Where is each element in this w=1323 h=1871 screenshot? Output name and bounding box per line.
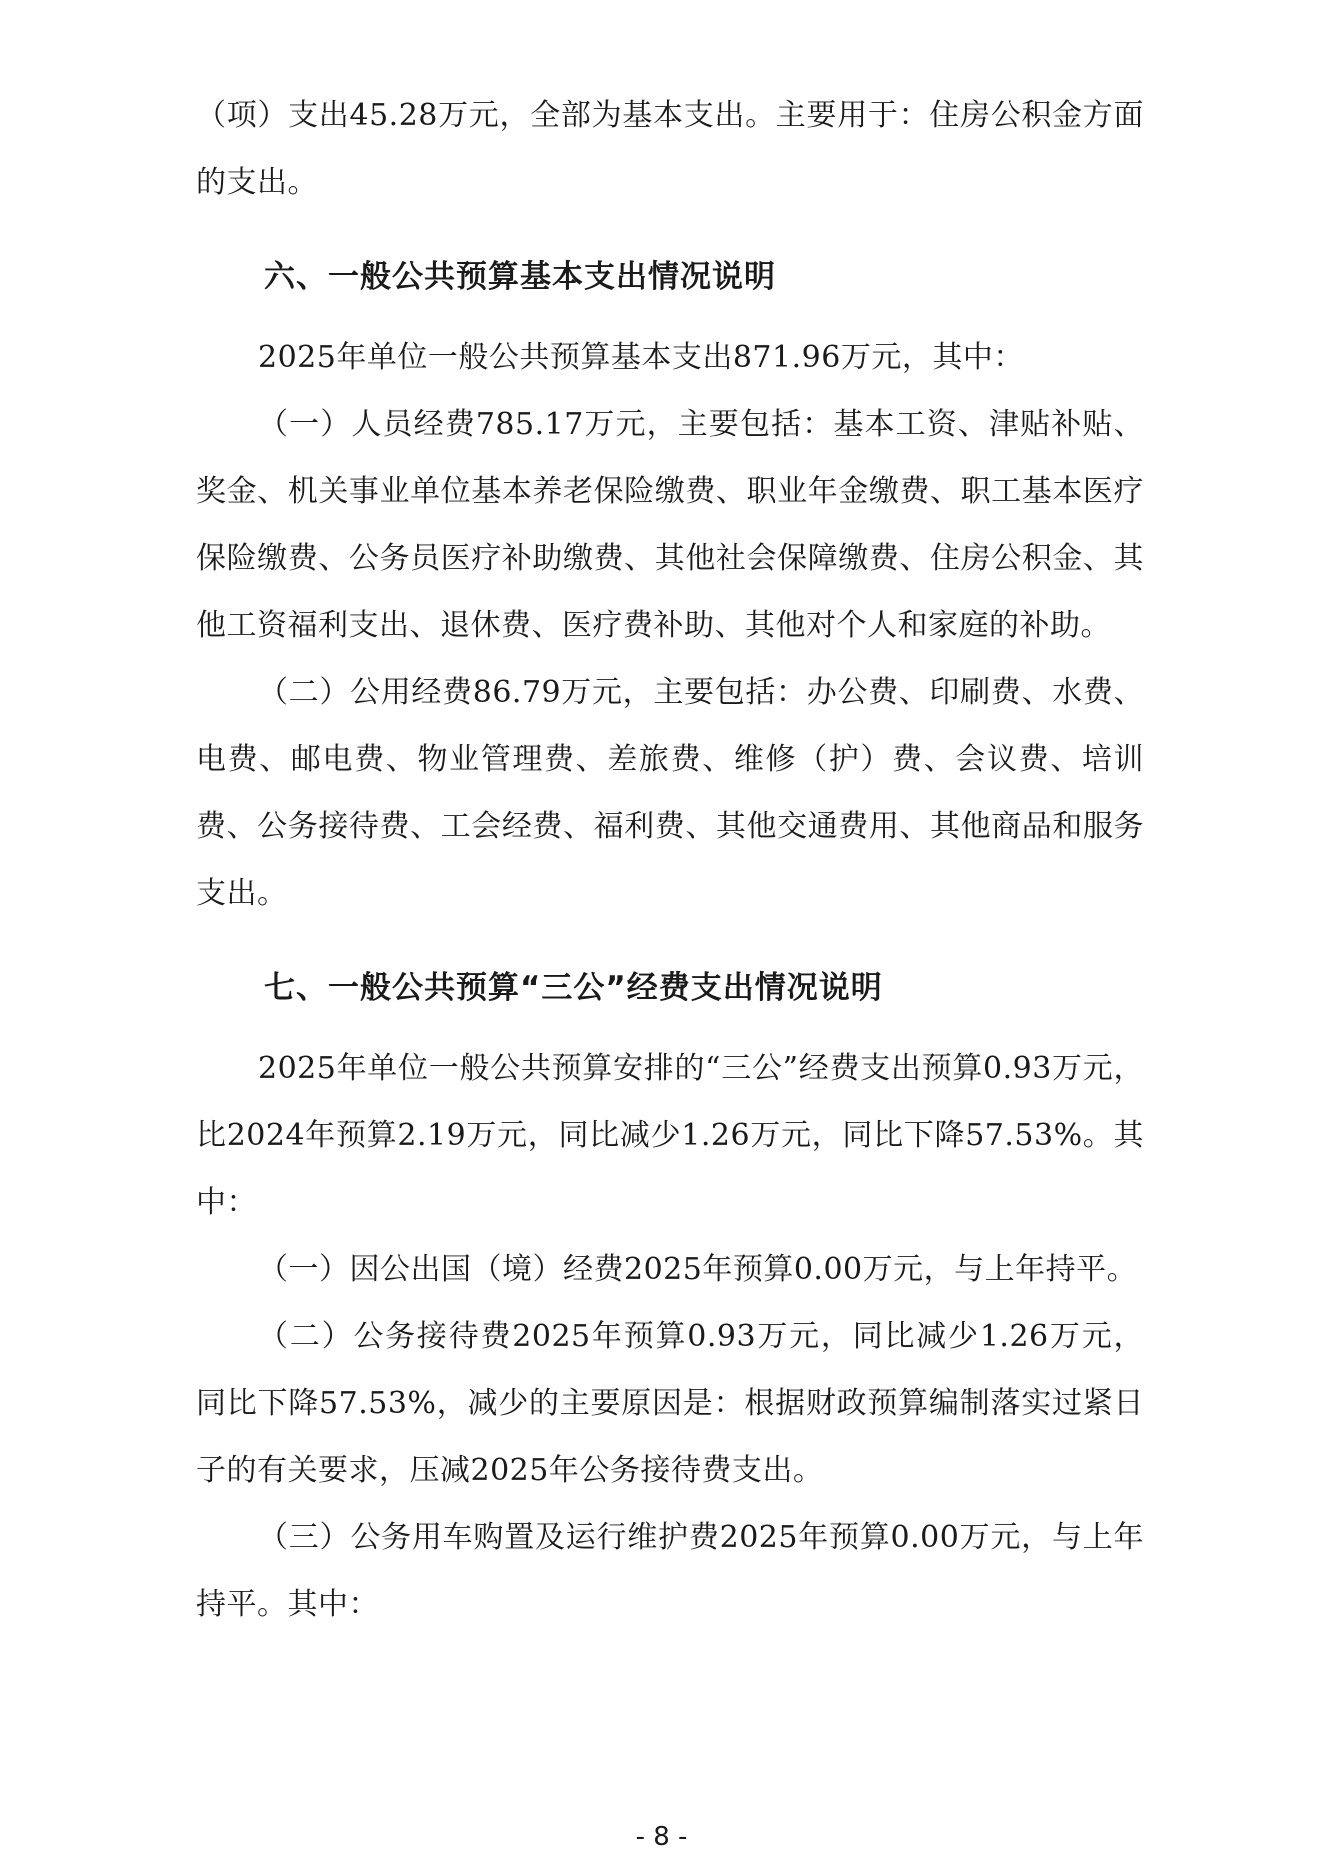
section-heading-6: 六、一般公共预算基本支出情况说明 — [264, 259, 776, 295]
paragraph-official-reception: （二）公务接待费2025年预算0.93万元，同比减少1.26万元，同比下降57.53%，减少的主要原因是：根据财政预算编制落实过紧日子的有关要求，压减2025年公务接待费支出。 — [196, 1319, 1144, 1488]
paragraph-three-public-summary: 2025年单位一般公共预算安排的“三公”经费支出预算0.93万元，比2024年预算2.19万元，同比减少1.26万元，同比下降57.53%。其中： — [196, 1051, 1144, 1220]
paragraph-personnel-expenses: （一）人员经费785.17万元，主要包括：基本工资、津贴补贴、奖金、机关事业单位基本养老保险缴费、职业年金缴费、职工基本医疗保险缴费、公务员医疗补助缴费、其他社会保障缴费、住房公积金、其他工资福利支出、退休费、医疗费补助、其他对个人和家庭的补助。 — [196, 407, 1144, 643]
paragraph-public-expenses: （二）公用经费86.79万元，主要包括：办公费、印刷费、水费、电费、邮电费、物业管理费、差旅费、维修（护）费、会议费、培训费、公务接待费、工会经费、福利费、其他交通费用、其他商品和服务支出。 — [196, 675, 1144, 911]
paragraph-basic-expenditure: 2025年单位一般公共预算基本支出871.96万元，其中： — [258, 340, 1024, 375]
document-body — [196, 82, 1144, 1638]
paragraph-official-vehicles: （三）公务用车购置及运行维护费2025年预算0.00万元，与上年持平。其中： — [196, 1520, 1144, 1622]
paragraph-continued-expenditure: （项）支出45.28万元，全部为基本支出。主要用于：住房公积金方面的支出。 — [196, 98, 1144, 200]
section-heading-7: 七、一般公共预算“三公”经费支出情况说明 — [264, 970, 883, 1006]
paragraph-overseas-travel: （一）因公出国（境）经费2025年预算0.00万元，与上年持平。 — [258, 1252, 1138, 1287]
page-number: - 8 - — [635, 1822, 688, 1852]
